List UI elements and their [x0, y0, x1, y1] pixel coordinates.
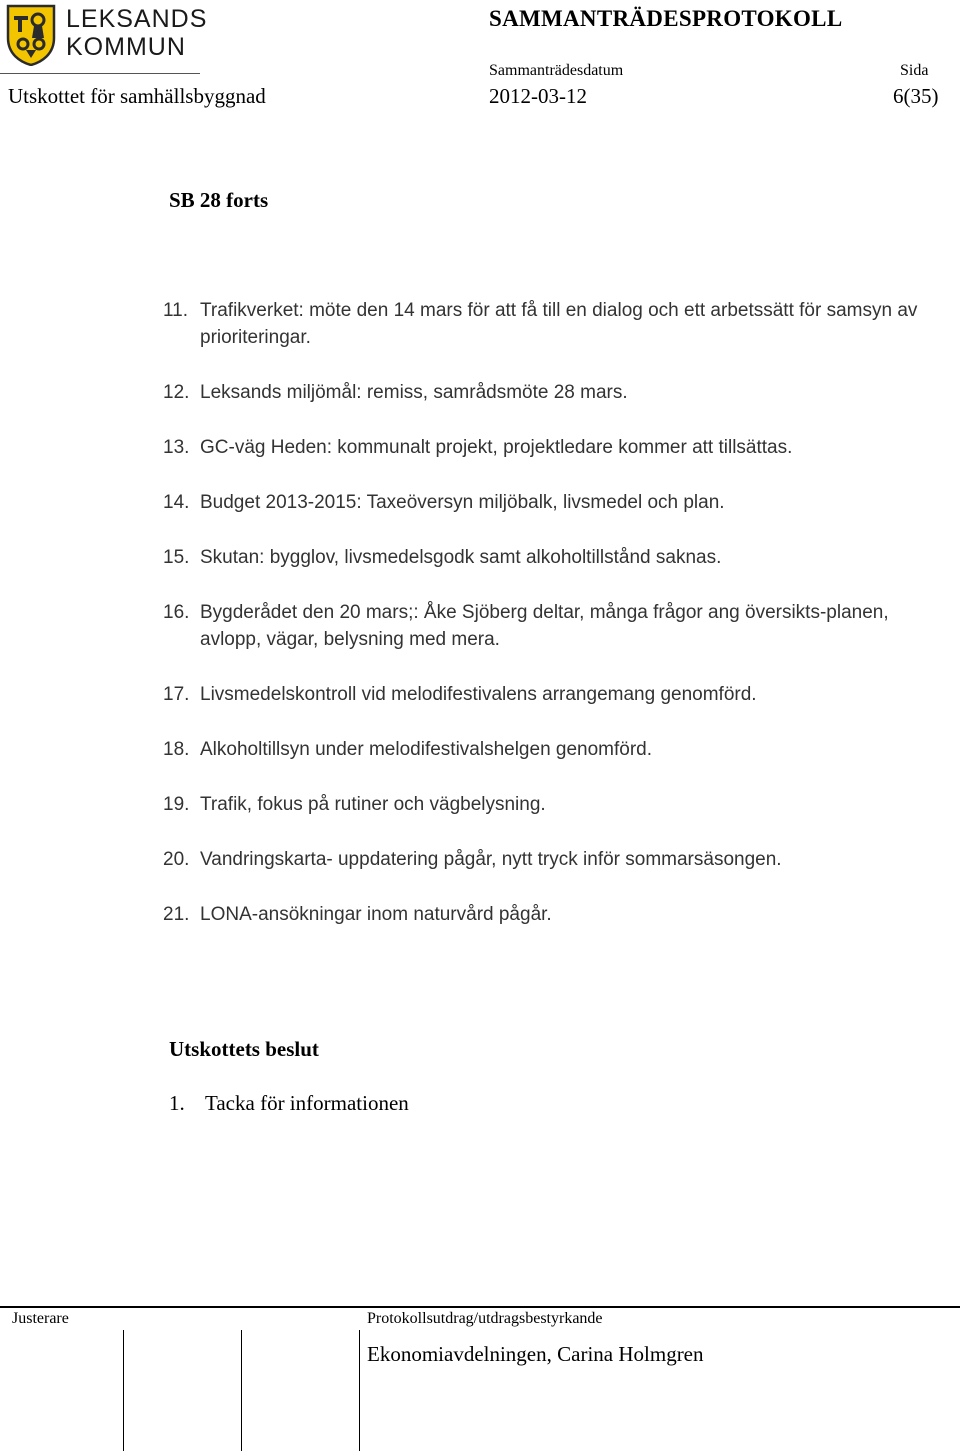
item-text: Alkoholtillsyn under melodifestivalshelgen genomförd. — [200, 739, 653, 760]
list-item — [163, 434, 943, 461]
section-title: SB 28 forts — [169, 188, 269, 212]
item-text: LONA-ansökningar inom naturvård pågår. — [200, 904, 552, 925]
logo-line-2: KOMMUN — [66, 33, 186, 61]
list-item — [163, 901, 943, 928]
item-number: 12. — [163, 382, 190, 403]
item-number: 17. — [163, 684, 190, 705]
item-number: 13. — [163, 437, 190, 458]
item-number: 14. — [163, 492, 190, 513]
item-number: 18. — [163, 739, 190, 760]
signature-box-divider — [241, 1330, 242, 1451]
meeting-date-label: Sammanträdesdatum — [489, 62, 624, 79]
item-number: 21. — [163, 904, 190, 925]
list-item — [163, 599, 943, 653]
logo-line-1: LEKSANDS — [66, 5, 208, 33]
list-item — [163, 489, 943, 516]
decision-number: 1. — [169, 1091, 185, 1115]
leksands-coat-of-arms-icon — [6, 4, 56, 66]
item-text: Trafikverket: möte den 14 mars för att få till en dialog och ett arbetssätt för samsyn av prioriteringar. — [200, 300, 918, 348]
item-number: 15. — [163, 547, 190, 568]
decision-item — [169, 1091, 409, 1116]
item-text: GC-väg Heden: kommunalt projekt, projektledare kommer att tillsättas. — [200, 437, 793, 458]
list-item — [163, 297, 943, 351]
item-text: Skutan: bygglov, livsmedelsgodk samt alkoholtillstånd saknas. — [200, 547, 722, 568]
list-item — [163, 379, 943, 406]
item-number: 16. — [163, 602, 190, 623]
item-text: Budget 2013-2015: Taxeöversyn miljöbalk, livsmedel och plan. — [200, 492, 725, 513]
extract-label: Protokollsutdrag/utdragsbestyrkande — [367, 1310, 603, 1327]
item-text: Bygderådet den 20 mars;: Åke Sjöberg deltar, många frågor ang översikts-planen, avlopp, vägar, belysning med mera. — [200, 602, 889, 650]
document-title: SAMMANTRÄDESPROTOKOLL — [489, 6, 843, 31]
item-text: Livsmedelskontroll vid melodifestivalens arrangemang genomförd. — [200, 684, 757, 705]
list-item — [163, 791, 943, 818]
page-label: Sida — [900, 62, 929, 79]
municipality-name — [66, 5, 207, 61]
item-number: 20. — [163, 849, 190, 870]
item-text: Leksands miljömål: remiss, samrådsmöte 28 mars. — [200, 382, 628, 403]
signature-box-divider — [123, 1330, 124, 1451]
decision-heading: Utskottets beslut — [169, 1037, 319, 1061]
information-list — [163, 297, 943, 956]
extract-certifier: Ekonomiavdelningen, Carina Holmgren — [367, 1342, 704, 1366]
item-text: Trafik, fokus på rutiner och vägbelysning. — [200, 794, 546, 815]
item-number: 19. — [163, 794, 190, 815]
list-item — [163, 736, 943, 763]
signature-box-divider — [359, 1330, 360, 1451]
page-number: 6(35) — [893, 84, 939, 108]
decision-text: Tacka för informationen — [205, 1091, 409, 1115]
committee-name: Utskottet för samhällsbyggnad — [8, 84, 266, 108]
footer-divider — [0, 1306, 960, 1308]
item-text: Vandringskarta- uppdatering pågår, nytt tryck inför sommarsäsongen. — [200, 849, 782, 870]
meeting-date: 2012-03-12 — [489, 84, 587, 108]
logo-underline — [0, 73, 200, 74]
item-number: 11. — [163, 300, 189, 321]
list-item — [163, 681, 943, 708]
list-item — [163, 846, 943, 873]
justerare-label: Justerare — [12, 1310, 69, 1327]
list-item — [163, 544, 943, 571]
